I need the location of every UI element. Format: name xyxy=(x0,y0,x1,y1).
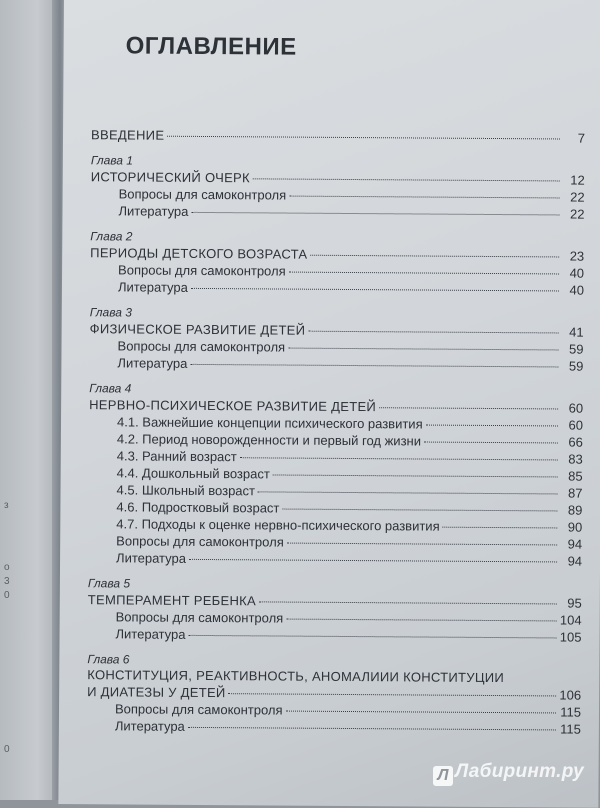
entry-page: 115 xyxy=(560,721,581,737)
entry-page: 40 xyxy=(569,282,585,298)
margin-char: 0 xyxy=(4,590,10,601)
toc-entry xyxy=(90,202,584,222)
table-of-contents xyxy=(87,126,585,737)
entry-page: 83 xyxy=(568,451,583,467)
entry-title: Вопросы для самоконтроля xyxy=(118,186,287,203)
dot-leader xyxy=(258,491,558,494)
dot-leader xyxy=(289,272,559,275)
chapter-label: Глава 4 xyxy=(89,381,132,396)
dot-leader xyxy=(282,509,557,512)
dot-leader xyxy=(286,711,556,714)
entry-page: 60 xyxy=(568,417,584,433)
entry-title: Литература xyxy=(117,355,188,371)
entry-page: 22 xyxy=(570,189,585,205)
margin-char: о xyxy=(4,562,10,573)
entry-title: ВВЕДЕНИЕ xyxy=(90,127,165,143)
chapter-label: Глава 6 xyxy=(87,652,130,667)
dot-leader xyxy=(188,727,556,731)
entry-page: 12 xyxy=(570,172,585,188)
entry-page: 106 xyxy=(559,687,582,703)
dot-leader xyxy=(167,136,560,140)
entry-title: 4.2. Период новорожденности и первый год жизни xyxy=(116,431,422,449)
dot-leader xyxy=(273,474,558,477)
toc-entry xyxy=(89,354,583,374)
dot-leader xyxy=(289,196,559,199)
watermark-text: Лабиринт.ру xyxy=(455,761,584,782)
chapter-label: Глава 3 xyxy=(89,305,132,320)
entry-page: 94 xyxy=(567,536,583,552)
entry-title: Вопросы для самоконтроля xyxy=(116,533,284,550)
chapter-label: Глава 5 xyxy=(87,576,131,591)
chapter-5 xyxy=(87,576,581,645)
page-title: ОГЛАВЛЕНИЕ xyxy=(125,32,297,61)
chapter-2 xyxy=(90,229,584,298)
book-page xyxy=(58,0,600,808)
dot-leader xyxy=(424,442,558,444)
entry-page: 90 xyxy=(567,519,583,535)
dot-leader xyxy=(286,619,556,622)
toc-entry-introduction xyxy=(91,126,585,146)
dot-leader xyxy=(308,331,558,334)
chapter-title-line: КОНСТИТУЦИЯ, РЕАКТИВНОСТЬ, АНОМАЛИИИ КОНСТИТУЦИИ xyxy=(87,667,505,686)
dot-leader xyxy=(188,635,556,639)
entry-page: 94 xyxy=(567,553,583,569)
dot-leader xyxy=(379,407,558,409)
chapter-6 xyxy=(87,652,582,737)
entry-title: ПЕРИОДЫ ДЕТСКОГО ВОЗРАСТА xyxy=(90,245,308,262)
entry-title: Вопросы для самоконтроля xyxy=(117,338,286,355)
entry-page: 7 xyxy=(577,130,586,146)
toc-entry xyxy=(88,549,582,569)
entry-title: 4.5. Школьный возраст xyxy=(116,482,256,499)
watermark xyxy=(433,761,584,786)
entry-page: 89 xyxy=(567,502,583,518)
entry-page: 60 xyxy=(568,400,584,416)
entry-page: 87 xyxy=(568,485,583,501)
margin-char: 0 xyxy=(4,744,10,755)
entry-page: 66 xyxy=(568,434,583,450)
entry-title: Литература xyxy=(116,550,187,566)
entry-title: 4.7. Подходы к оценке нервно-психического развития xyxy=(116,516,440,534)
dot-leader xyxy=(191,288,559,292)
entry-page: 40 xyxy=(569,265,585,281)
toc-entry xyxy=(90,278,584,298)
dot-leader xyxy=(191,212,559,216)
chapter-1 xyxy=(90,153,584,222)
dot-leader xyxy=(190,364,558,368)
entry-title: ИСТОРИЧЕСКИЙ ОЧЕРК xyxy=(90,169,250,186)
entry-title: Литература xyxy=(115,626,186,642)
entry-page: 23 xyxy=(569,248,585,264)
entry-title: Вопросы для самоконтроля xyxy=(114,701,283,718)
margin-char: з xyxy=(4,500,9,511)
entry-title: ФИЗИЧЕСКОЕ РАЗВИТИЕ ДЕТЕЙ xyxy=(89,321,306,338)
toc-entry xyxy=(87,717,581,737)
toc-entry xyxy=(87,625,581,645)
margin-char: 3 xyxy=(4,576,10,587)
entry-title: Литература xyxy=(118,203,189,219)
entry-title: Вопросы для самоконтроля xyxy=(115,609,284,626)
labirint-logo-icon: Л xyxy=(433,766,453,786)
dot-leader xyxy=(426,425,558,427)
chapter-label: Глава 1 xyxy=(90,153,134,168)
entry-page: 22 xyxy=(569,206,585,222)
dot-leader xyxy=(288,348,558,351)
chapter-3 xyxy=(89,305,583,374)
dot-leader xyxy=(189,559,557,563)
dot-leader xyxy=(240,457,558,460)
dot-leader xyxy=(229,693,557,696)
entry-page: 85 xyxy=(568,468,583,484)
entry-title: Вопросы для самоконтроля xyxy=(118,262,286,279)
entry-page: 104 xyxy=(559,612,582,628)
chapter-4 xyxy=(88,381,583,569)
entry-page: 95 xyxy=(567,595,582,611)
dot-leader xyxy=(253,178,560,181)
entry-title: 4.6. Подростковый возраст xyxy=(116,499,280,516)
dot-leader xyxy=(310,255,559,258)
entry-page: 41 xyxy=(569,324,584,340)
entry-page: 115 xyxy=(560,704,582,720)
chapter-label: Глава 2 xyxy=(90,229,133,244)
entry-page: 59 xyxy=(569,341,584,357)
entry-title: НЕРВНО-ПСИХИЧЕСКОЕ РАЗВИТИЕ ДЕТЕЙ xyxy=(89,397,377,415)
dot-leader xyxy=(287,543,557,546)
entry-title: ТЕМПЕРАМЕНТ РЕБЕНКА xyxy=(87,592,257,609)
entry-title: Литература xyxy=(117,279,188,295)
entry-title: 4.3. Ранний возраст xyxy=(116,448,237,465)
entry-page: 59 xyxy=(568,358,584,374)
dot-leader xyxy=(259,601,557,604)
entry-title: 4.4. Дошкольный возраст xyxy=(116,465,270,482)
entry-title: И ДИАТЕЗЫ У ДЕТЕЙ xyxy=(87,684,226,701)
entry-page: 105 xyxy=(559,629,582,645)
dot-leader xyxy=(443,527,558,529)
entry-title: Литература xyxy=(114,718,185,734)
entry-title: 4.1. Важнейшие концепции психического развития xyxy=(116,414,423,432)
